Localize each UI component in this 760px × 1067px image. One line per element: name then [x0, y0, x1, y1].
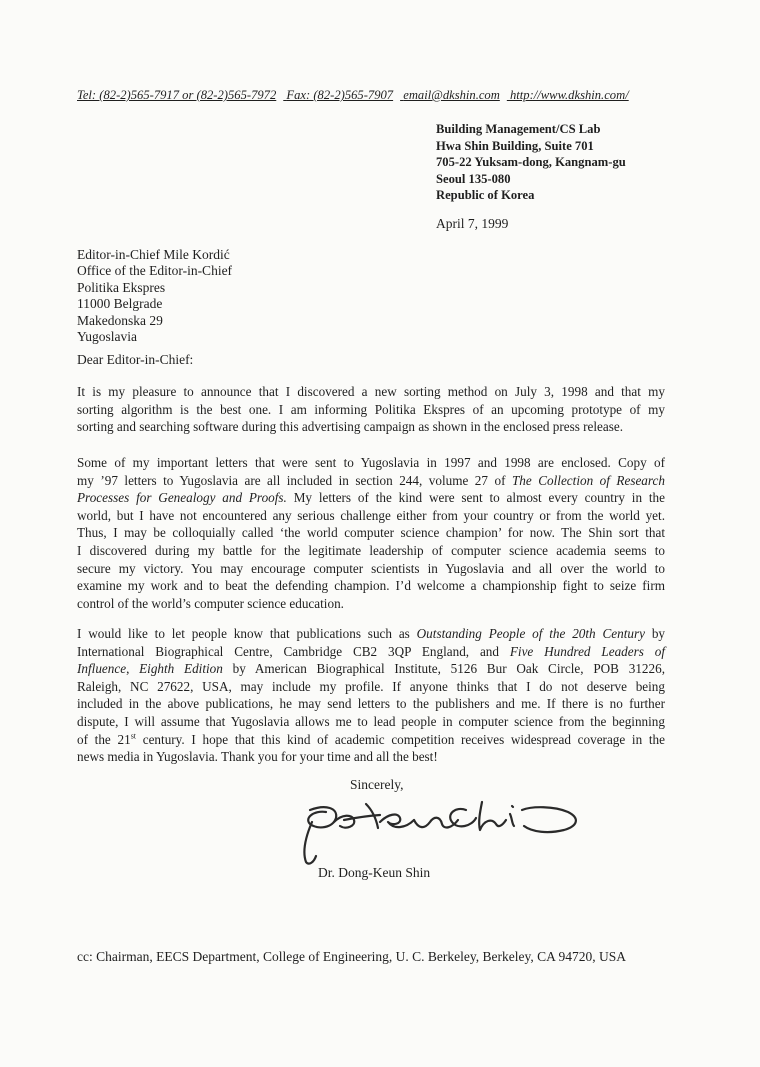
paragraph-letters — [77, 454, 665, 612]
recipient-address — [77, 247, 232, 345]
text-line: included in the above publications, he may send letters to the publishers and me. If there is no further — [77, 696, 665, 712]
ordinal-suffix: st — [130, 731, 137, 741]
book-title: The Collection of Research — [511, 472, 665, 488]
recipient-line: Yugoslavia — [77, 329, 137, 345]
website-url: http://www.dkshin.com/ — [509, 88, 629, 102]
sender-line: Building Management/CS Lab — [436, 122, 601, 136]
text-line: control of the world’s computer science education. — [77, 595, 344, 611]
letter-date: April 7, 1999 — [436, 216, 509, 231]
sender-line: Republic of Korea — [436, 188, 535, 203]
recipient-line: Politika Ekspres — [77, 279, 166, 295]
recipient-line: Editor-in-Chief Mile Kordić — [77, 247, 230, 262]
text-line — [77, 643, 665, 661]
salutation: Dear Editor-in-Chief: — [77, 352, 194, 367]
text-run: of the 21 — [77, 731, 131, 747]
recipient-line: Office of the Editor-in-Chief — [77, 263, 233, 279]
publication-edition: Eighth Edition — [139, 661, 223, 677]
text-line — [77, 660, 665, 678]
text-run: by — [644, 626, 666, 641]
text-line — [77, 731, 665, 749]
text-line: Thus, I may be colloquially called ‘the world computer science champion’ for now. The Shin sort that — [77, 525, 665, 541]
closing: Sincerely, — [350, 777, 404, 792]
book-title: Processes for Genealogy and Proofs. — [77, 490, 287, 506]
text-line — [77, 472, 665, 490]
text-run: by American Biographical Institute, 5126 Bur Oak Circle, POB 31226, — [222, 661, 665, 677]
contact-line — [77, 88, 677, 103]
text-line — [77, 489, 665, 507]
recipient-line: Makedonska 29 — [77, 312, 163, 328]
text-line: It is my pleasure to announce that I discovered a new sorting method on July 3, 1998 and that my — [77, 384, 665, 399]
text-line: I discovered during my battle for the legitimate leadership of computer science academia seems to — [77, 542, 665, 558]
signer-name: Dr. Dong-Keun Shin — [318, 865, 431, 880]
email-address: email@dkshin.com — [403, 88, 500, 102]
paragraph-publications — [77, 625, 665, 766]
paragraph-announcement — [77, 383, 665, 436]
sender-line: Hwa Shin Building, Suite 701 — [436, 138, 594, 153]
text-run: century. I hope that this kind of academic competition receives widespread coverage in the — [136, 731, 665, 747]
text-line: secure my victory. You may encourage computer scientists in Yugoslavia and all over the world to — [77, 560, 665, 576]
text-line — [77, 625, 665, 643]
text-run: my ’97 letters to Yugoslavia are all included in section 244, volume 27 of — [77, 472, 512, 488]
text-line: dispute, I will assume that Yugoslavia allows me to lead people in computer science from the beginning — [77, 713, 665, 729]
sender-address — [436, 121, 626, 204]
text-line: Some of my important letters that were sent to Yugoslavia in 1997 and 1998 are enclosed. Copy of — [77, 455, 665, 470]
text-line: sorting algorithm is the best one. I am informing Politika Ekspres of an upcoming prototype of my — [77, 401, 665, 417]
sender-line: Seoul 135-080 — [436, 171, 511, 186]
text-line: news media in Yugoslavia. Thank you for your time and all the best! — [77, 749, 438, 765]
text-run: I would like to let people know that publications such as — [77, 626, 417, 641]
fax-number: Fax: (82-2)565-7907 — [286, 88, 394, 102]
cc-line: cc: Chairman, EECS Department, College of Engineering, U. C. Berkeley, Berkeley, CA 94720, USA — [77, 949, 627, 964]
text-run: My letters of the kind were sent to almost every country in the — [286, 490, 665, 506]
text-line: world, but I have not encountered any serious challenge either from your country or from the world yet. — [77, 507, 665, 523]
publication-title: Influence — [77, 661, 127, 677]
publication-title: Five Hundred Leaders of — [509, 643, 665, 659]
recipient-line: 11000 Belgrade — [77, 296, 163, 312]
handwritten-signature — [296, 796, 586, 866]
publication-title: Outstanding People of the 20th Century — [416, 626, 645, 641]
text-line: Raleigh, NC 27622, USA, may include my profile. If anyone thinks that I do not deserve being — [77, 678, 665, 694]
text-line: sorting and searching software during this advertising campaign as shown in the enclosed press release. — [77, 419, 624, 435]
text-line: examine my work and to beat the defending champion. I’d welcome a championship fight to seize firm — [77, 578, 665, 594]
sender-line: 705-22 Yuksam-dong, Kangnam-gu — [436, 155, 626, 170]
text-run: International Biographical Centre, Cambridge CB2 3QP England, and — [77, 643, 510, 659]
phone-numbers: Tel: (82-2)565-7917 or (82-2)565-7972 — [77, 88, 277, 102]
text-run: , — [126, 661, 140, 677]
